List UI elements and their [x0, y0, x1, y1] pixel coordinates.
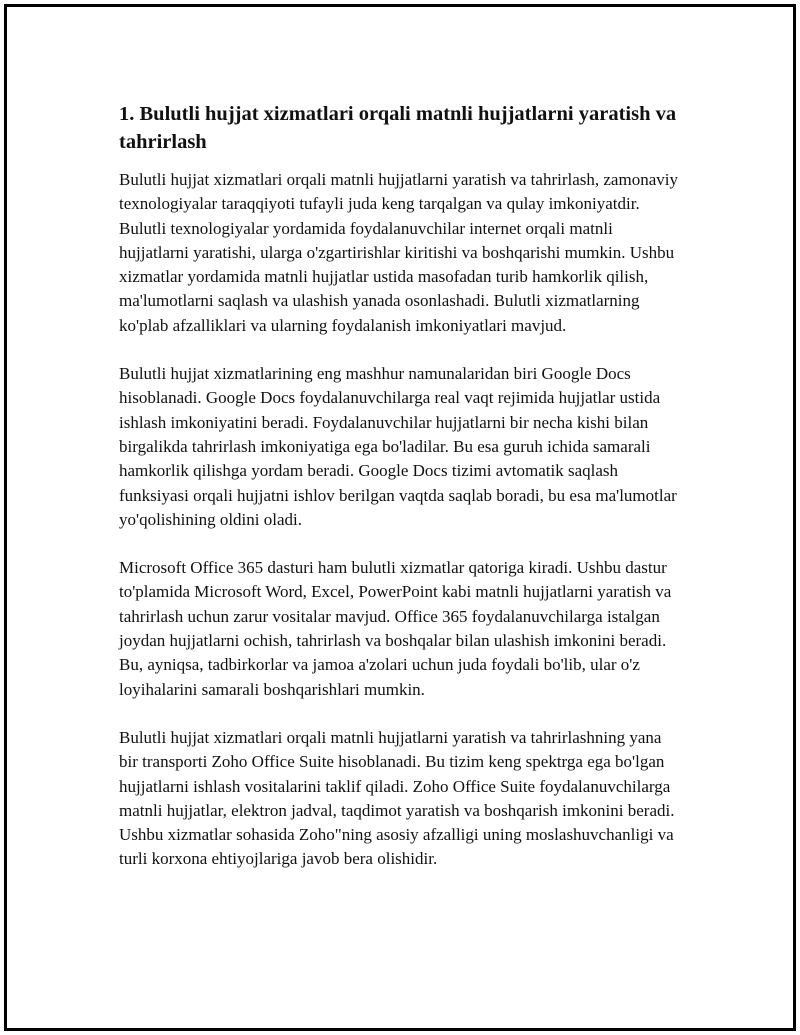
page-frame: [4, 4, 796, 1031]
paragraph-google-docs: Bulutli hujjat xizmatlarining eng mashhur namunalaridan biri Google Docs hisoblanadi. Google Docs foydalanuvchilarga real vaqt rejimida hujjatlar ustida ishlash imkoniyatini beradi. Foydalanuvchilar hujjatlarni bir necha kishi bilan birgalikda tahrirlash imkoniyatiga ega bo'ladilar. Bu esa guruh ichida samarali hamkorlik qilishga yordam beradi. Google Docs tizimi avtomatik saqlash funksiyasi orqali hujjatni ishlov berilgan vaqtda saqlab boradi, bu esa ma'lumotlar yo'qolishining oldini oladi.: [119, 364, 677, 529]
paragraph-zoho-office: Bulutli hujjat xizmatlari orqali matnli hujjatlarni yaratish va tahrirlashning yana bir transporti Zoho Office Suite hisoblanadi. Bu tizim keng spektrga ega bo'lgan hujjatlarni ishlash vositalarini taklif qiladi. Zoho Office Suite foydalanuvchilarga matnli hujjatlar, elektron jadval, taqdimot yaratish va boshqarish imkonini beradi. Ushbu xizmatlar sohasida Zoho"ning asosiy afzalligi uning moslashuvchanligi va turli korxona ehtiyojlariga javob bera olishidir.: [119, 727, 675, 869]
document-body: [119, 100, 679, 896]
document-heading: 1. Bulutli hujjat xizmatlari orqali matnli hujjatlarni yaratish va tahrirlash: [119, 103, 677, 153]
paragraph-intro: Bulutli hujjat xizmatlari orqali matnli hujjatlarni yaratish va tahrirlash, zamonaviy texnologiyalar taraqqiyoti tufayli juda keng tarqalgan va qulay imkoniyatdir. Bulutli texnologiyalar yordamida foydalanuvchilar internet orqali matnli hujjatlarni yaratishi, ularga o'zgartirishlar kiritishi va boshqarishi mumkin. Ushbu xizmatlar yordamida matnli hujjatlar ustida masofadan turib hamkorlik qilish, ma'lumotlarni saqlash va ulashish yanada osonlashadi. Bulutli xizmatlarning ko'plab afzalliklari va ularning foydalanish imkoniyatlari mavjud.: [119, 170, 678, 335]
paragraph-office-365: Microsoft Office 365 dasturi ham bulutli xizmatlar qatoriga kiradi. Ushbu dastur to'plamida Microsoft Word, Excel, PowerPoint kabi matnli hujjatlarni yaratish va tahrirlash uchun zarur vositalar mavjud. Office 365 foydalanuvchilarga istalgan joydan hujjatlarni ochish, tahrirlash va boshqalar bilan ulashish imkonini beradi. Bu, ayniqsa, tadbirkorlar va jamoa a'zolari uchun juda foydali bo'lib, ular o'z loyihalarini samarali boshqarishlari mumkin.: [119, 558, 672, 699]
